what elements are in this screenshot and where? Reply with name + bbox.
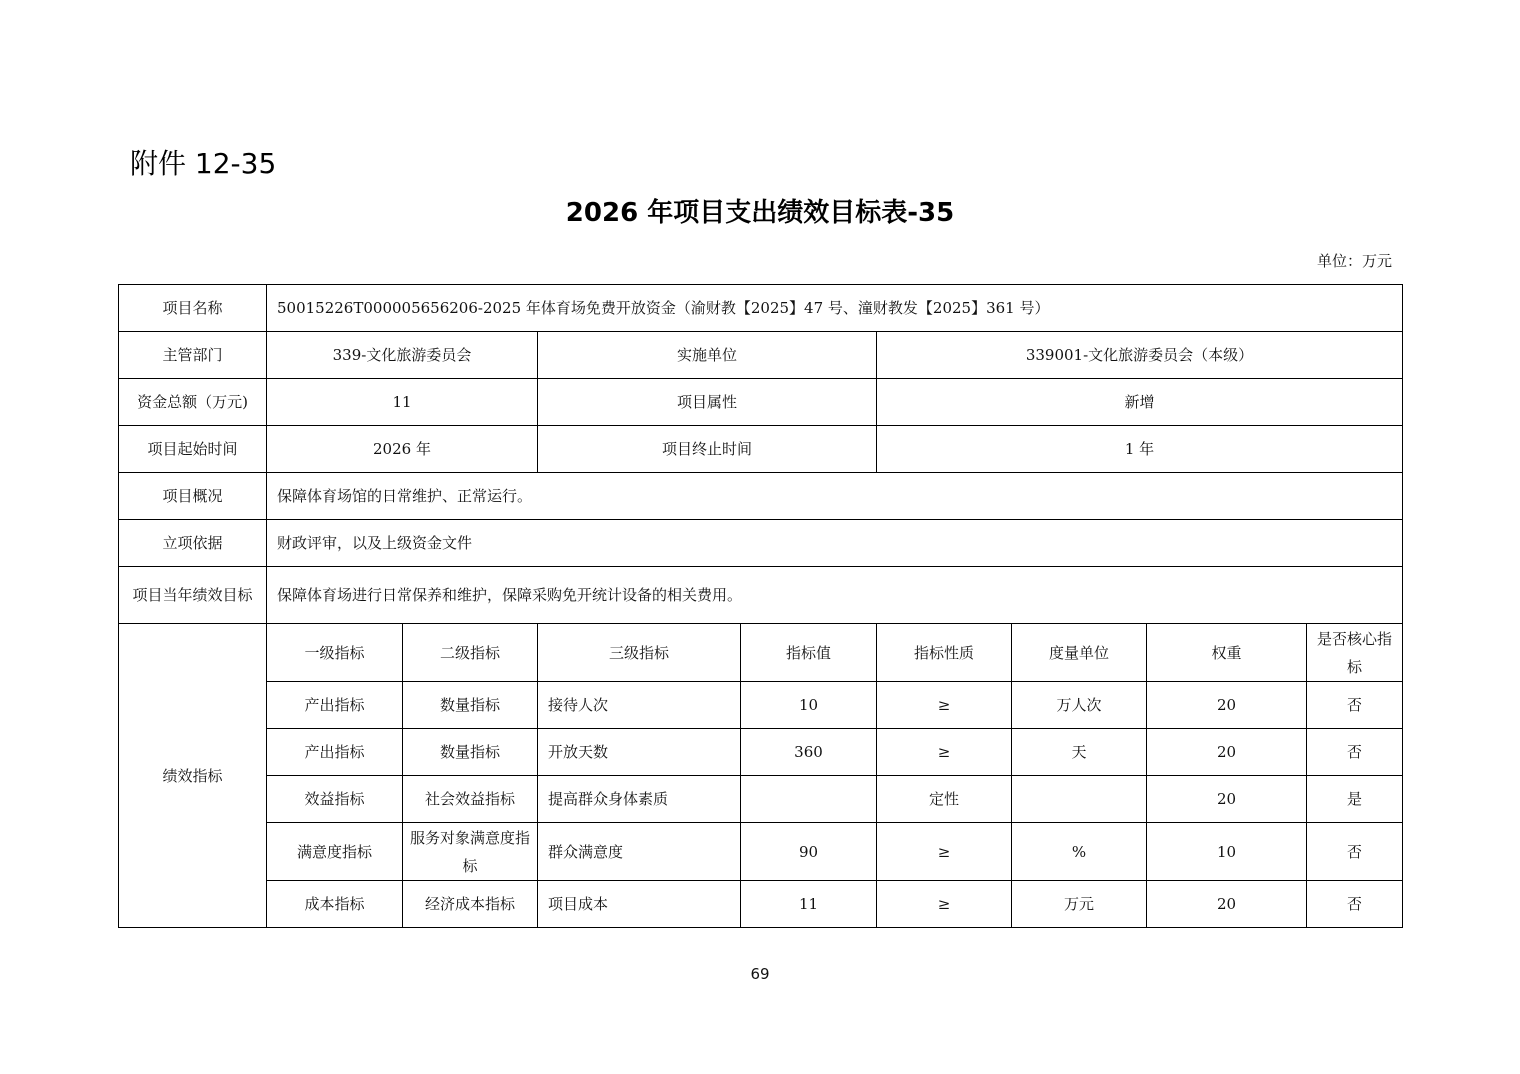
funding-row <box>119 379 1403 426</box>
nature-cell: ≥ <box>877 823 1012 881</box>
value-cell: 90 <box>741 823 877 881</box>
impl-value: 339001-文化旅游委员会（本级） <box>877 332 1403 379</box>
performance-target-table <box>118 284 1403 928</box>
header-level3: 三级指标 <box>538 624 741 682</box>
table-row <box>119 729 1403 776</box>
nature-cell: ≥ <box>877 682 1012 729</box>
table-row <box>119 823 1403 881</box>
overview-row <box>119 473 1403 520</box>
project-name-label: 项目名称 <box>119 285 267 332</box>
dept-label: 主管部门 <box>119 332 267 379</box>
header-weight: 权重 <box>1147 624 1307 682</box>
weight-cell: 20 <box>1147 776 1307 823</box>
end-value: 1 年 <box>877 426 1403 473</box>
core-cell: 是 <box>1307 776 1403 823</box>
nature-cell: ≥ <box>877 729 1012 776</box>
project-name-value: 50015226T000005656206-2025 年体育场免费开放资金（渝财教【2025】47 号、潼财教发【2025】361 号） <box>267 285 1403 332</box>
basis-value: 财政评审，以及上级资金文件 <box>267 520 1403 567</box>
table-row <box>119 881 1403 928</box>
goal-label: 项目当年绩效目标 <box>119 567 267 624</box>
value-cell: 10 <box>741 682 877 729</box>
page-number: 69 <box>750 965 770 983</box>
period-row <box>119 426 1403 473</box>
indicators-section-label: 绩效指标 <box>119 624 267 928</box>
attachment-label: 附件 12-35 <box>130 147 277 180</box>
nature-cell: ≥ <box>877 881 1012 928</box>
level2-cell: 数量指标 <box>403 729 538 776</box>
end-label: 项目终止时间 <box>538 426 877 473</box>
table-row <box>119 776 1403 823</box>
weight-cell: 20 <box>1147 881 1307 928</box>
level1-cell: 效益指标 <box>267 776 403 823</box>
unit-cell: % <box>1012 823 1147 881</box>
level2-cell: 社会效益指标 <box>403 776 538 823</box>
header-level2: 二级指标 <box>403 624 538 682</box>
basis-row <box>119 520 1403 567</box>
core-cell: 否 <box>1307 729 1403 776</box>
overview-label: 项目概况 <box>119 473 267 520</box>
header-value: 指标值 <box>741 624 877 682</box>
level3-cell: 群众满意度 <box>538 823 741 881</box>
attr-value: 新增 <box>877 379 1403 426</box>
level3-cell: 提高群众身体素质 <box>538 776 741 823</box>
core-cell: 否 <box>1307 682 1403 729</box>
level3-cell: 开放天数 <box>538 729 741 776</box>
level3-cell: 项目成本 <box>538 881 741 928</box>
level2-cell: 数量指标 <box>403 682 538 729</box>
goal-row <box>119 567 1403 624</box>
start-value: 2026 年 <box>267 426 538 473</box>
goal-value: 保障体育场进行日常保养和维护，保障采购免开统计设备的相关费用。 <box>267 567 1403 624</box>
header-core: 是否核心指标 <box>1307 624 1403 682</box>
unit-cell: 万元 <box>1012 881 1147 928</box>
impl-label: 实施单位 <box>538 332 877 379</box>
level1-cell: 成本指标 <box>267 881 403 928</box>
level1-cell: 产出指标 <box>267 682 403 729</box>
unit-cell: 天 <box>1012 729 1147 776</box>
level1-cell: 产出指标 <box>267 729 403 776</box>
level3-cell: 接待人次 <box>538 682 741 729</box>
unit-label: 单位：万元 <box>1316 252 1392 270</box>
project-name-row <box>119 285 1403 332</box>
header-unit: 度量单位 <box>1012 624 1147 682</box>
indicator-header-row <box>119 624 1403 682</box>
value-cell: 360 <box>741 729 877 776</box>
value-cell <box>741 776 877 823</box>
level2-cell: 服务对象满意度指标 <box>403 823 538 881</box>
department-row <box>119 332 1403 379</box>
header-level1: 一级指标 <box>267 624 403 682</box>
dept-value: 339-文化旅游委员会 <box>267 332 538 379</box>
level2-cell: 经济成本指标 <box>403 881 538 928</box>
weight-cell: 10 <box>1147 823 1307 881</box>
basis-label: 立项依据 <box>119 520 267 567</box>
overview-value: 保障体育场馆的日常维护、正常运行。 <box>267 473 1403 520</box>
level1-cell: 满意度指标 <box>267 823 403 881</box>
nature-cell: 定性 <box>877 776 1012 823</box>
unit-cell <box>1012 776 1147 823</box>
core-cell: 否 <box>1307 881 1403 928</box>
total-value: 11 <box>267 379 538 426</box>
total-label: 资金总额（万元) <box>119 379 267 426</box>
attr-label: 项目属性 <box>538 379 877 426</box>
unit-cell: 万人次 <box>1012 682 1147 729</box>
weight-cell: 20 <box>1147 729 1307 776</box>
core-cell: 否 <box>1307 823 1403 881</box>
start-label: 项目起始时间 <box>119 426 267 473</box>
table-row <box>119 682 1403 729</box>
header-nature: 指标性质 <box>877 624 1012 682</box>
document-title: 2026 年项目支出绩效目标表-35 <box>565 198 955 228</box>
weight-cell: 20 <box>1147 682 1307 729</box>
value-cell: 11 <box>741 881 877 928</box>
